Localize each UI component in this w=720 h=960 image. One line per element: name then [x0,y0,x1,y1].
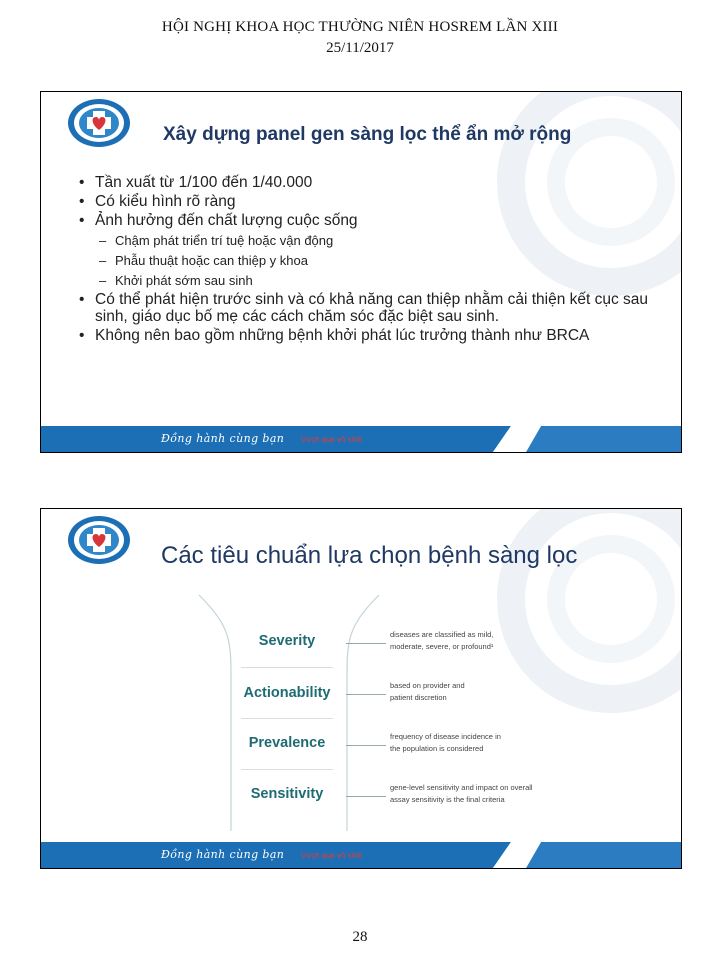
criterion-severity: Severity [258,633,316,649]
slide-1 [40,91,682,453]
connector-line [346,643,386,644]
description-line: assay sensitivity is the final criteria [390,795,505,804]
description-line: patient discretion [390,693,447,702]
slide-1-bullet-list [77,174,657,346]
connector-line [346,796,386,797]
footer-brand: Đồng hành cùng bạn [161,432,285,445]
criteria-divider [241,769,333,770]
criterion-prevalence: Prevalence [248,735,326,751]
description-line: based on provider and [390,681,465,690]
sub-bullet-item: – Phẫu thuật hoặc can thiệp y khoa [77,251,657,271]
connector-line [346,745,386,746]
sub-bullet-item: – Khởi phát sớm sau sinh [77,271,657,291]
footer-brand: Đồng hành cùng bạn [161,848,285,861]
bullet-item: • Tần xuất từ 1/100 đến 1/40.000 [77,174,657,191]
hosrem-logo [63,513,135,567]
criterion-description [390,782,560,806]
bullet-item: • Ảnh hưởng đến chất lượng cuộc sống [77,212,657,229]
criterion-actionability: Actionability [243,685,331,701]
criteria-divider [241,718,333,719]
description-line: the population is considered [390,744,484,753]
description-line: gene-level sensitivity and impact on overall [390,783,533,792]
bullet-item: • Không nên bao gồm những bệnh khởi phát lúc trưởng thành như BRCA [77,327,657,344]
footer-tagline: Vượt qua vô sinh [301,851,363,860]
slide-2 [40,508,682,869]
slide-2-title: Các tiêu chuẩn lựa chọn bệnh sàng lọc [161,542,578,569]
description-line: frequency of disease incidence in [390,732,501,741]
page-number: 28 [352,929,368,945]
criterion-description [390,629,540,653]
sub-bullet-item: – Chậm phát triển trí tuệ hoặc vận động [77,231,657,251]
bullet-item: • Có thể phát hiện trước sinh và có khả năng can thiệp nhằm cải thiện kết cục sau sinh, giáo dục bố mẹ các cách chăm sóc đặc biệt sau sinh. [77,291,657,325]
criterion-description [390,731,540,755]
description-line: moderate, severe, or profound¹ [390,642,494,651]
connector-line [346,694,386,695]
description-line: diseases are classified as mild, [390,630,494,639]
document-header-date: 25/11/2017 [326,40,394,56]
bullet-item: • Có kiểu hình rõ ràng [77,193,657,210]
criteria-divider [241,667,333,668]
slide-1-title: Xây dựng panel gen sàng lọc thể ẩn mở rộng [163,124,572,145]
criterion-description [390,680,540,704]
criterion-sensitivity: Sensitivity [250,786,324,802]
hosrem-logo [63,96,135,150]
document-header-title: HỘI NGHỊ KHOA HỌC THƯỜNG NIÊN HOSREM LẦN XIII [161,19,559,35]
footer-tagline: Vượt qua vô sinh [301,435,363,444]
